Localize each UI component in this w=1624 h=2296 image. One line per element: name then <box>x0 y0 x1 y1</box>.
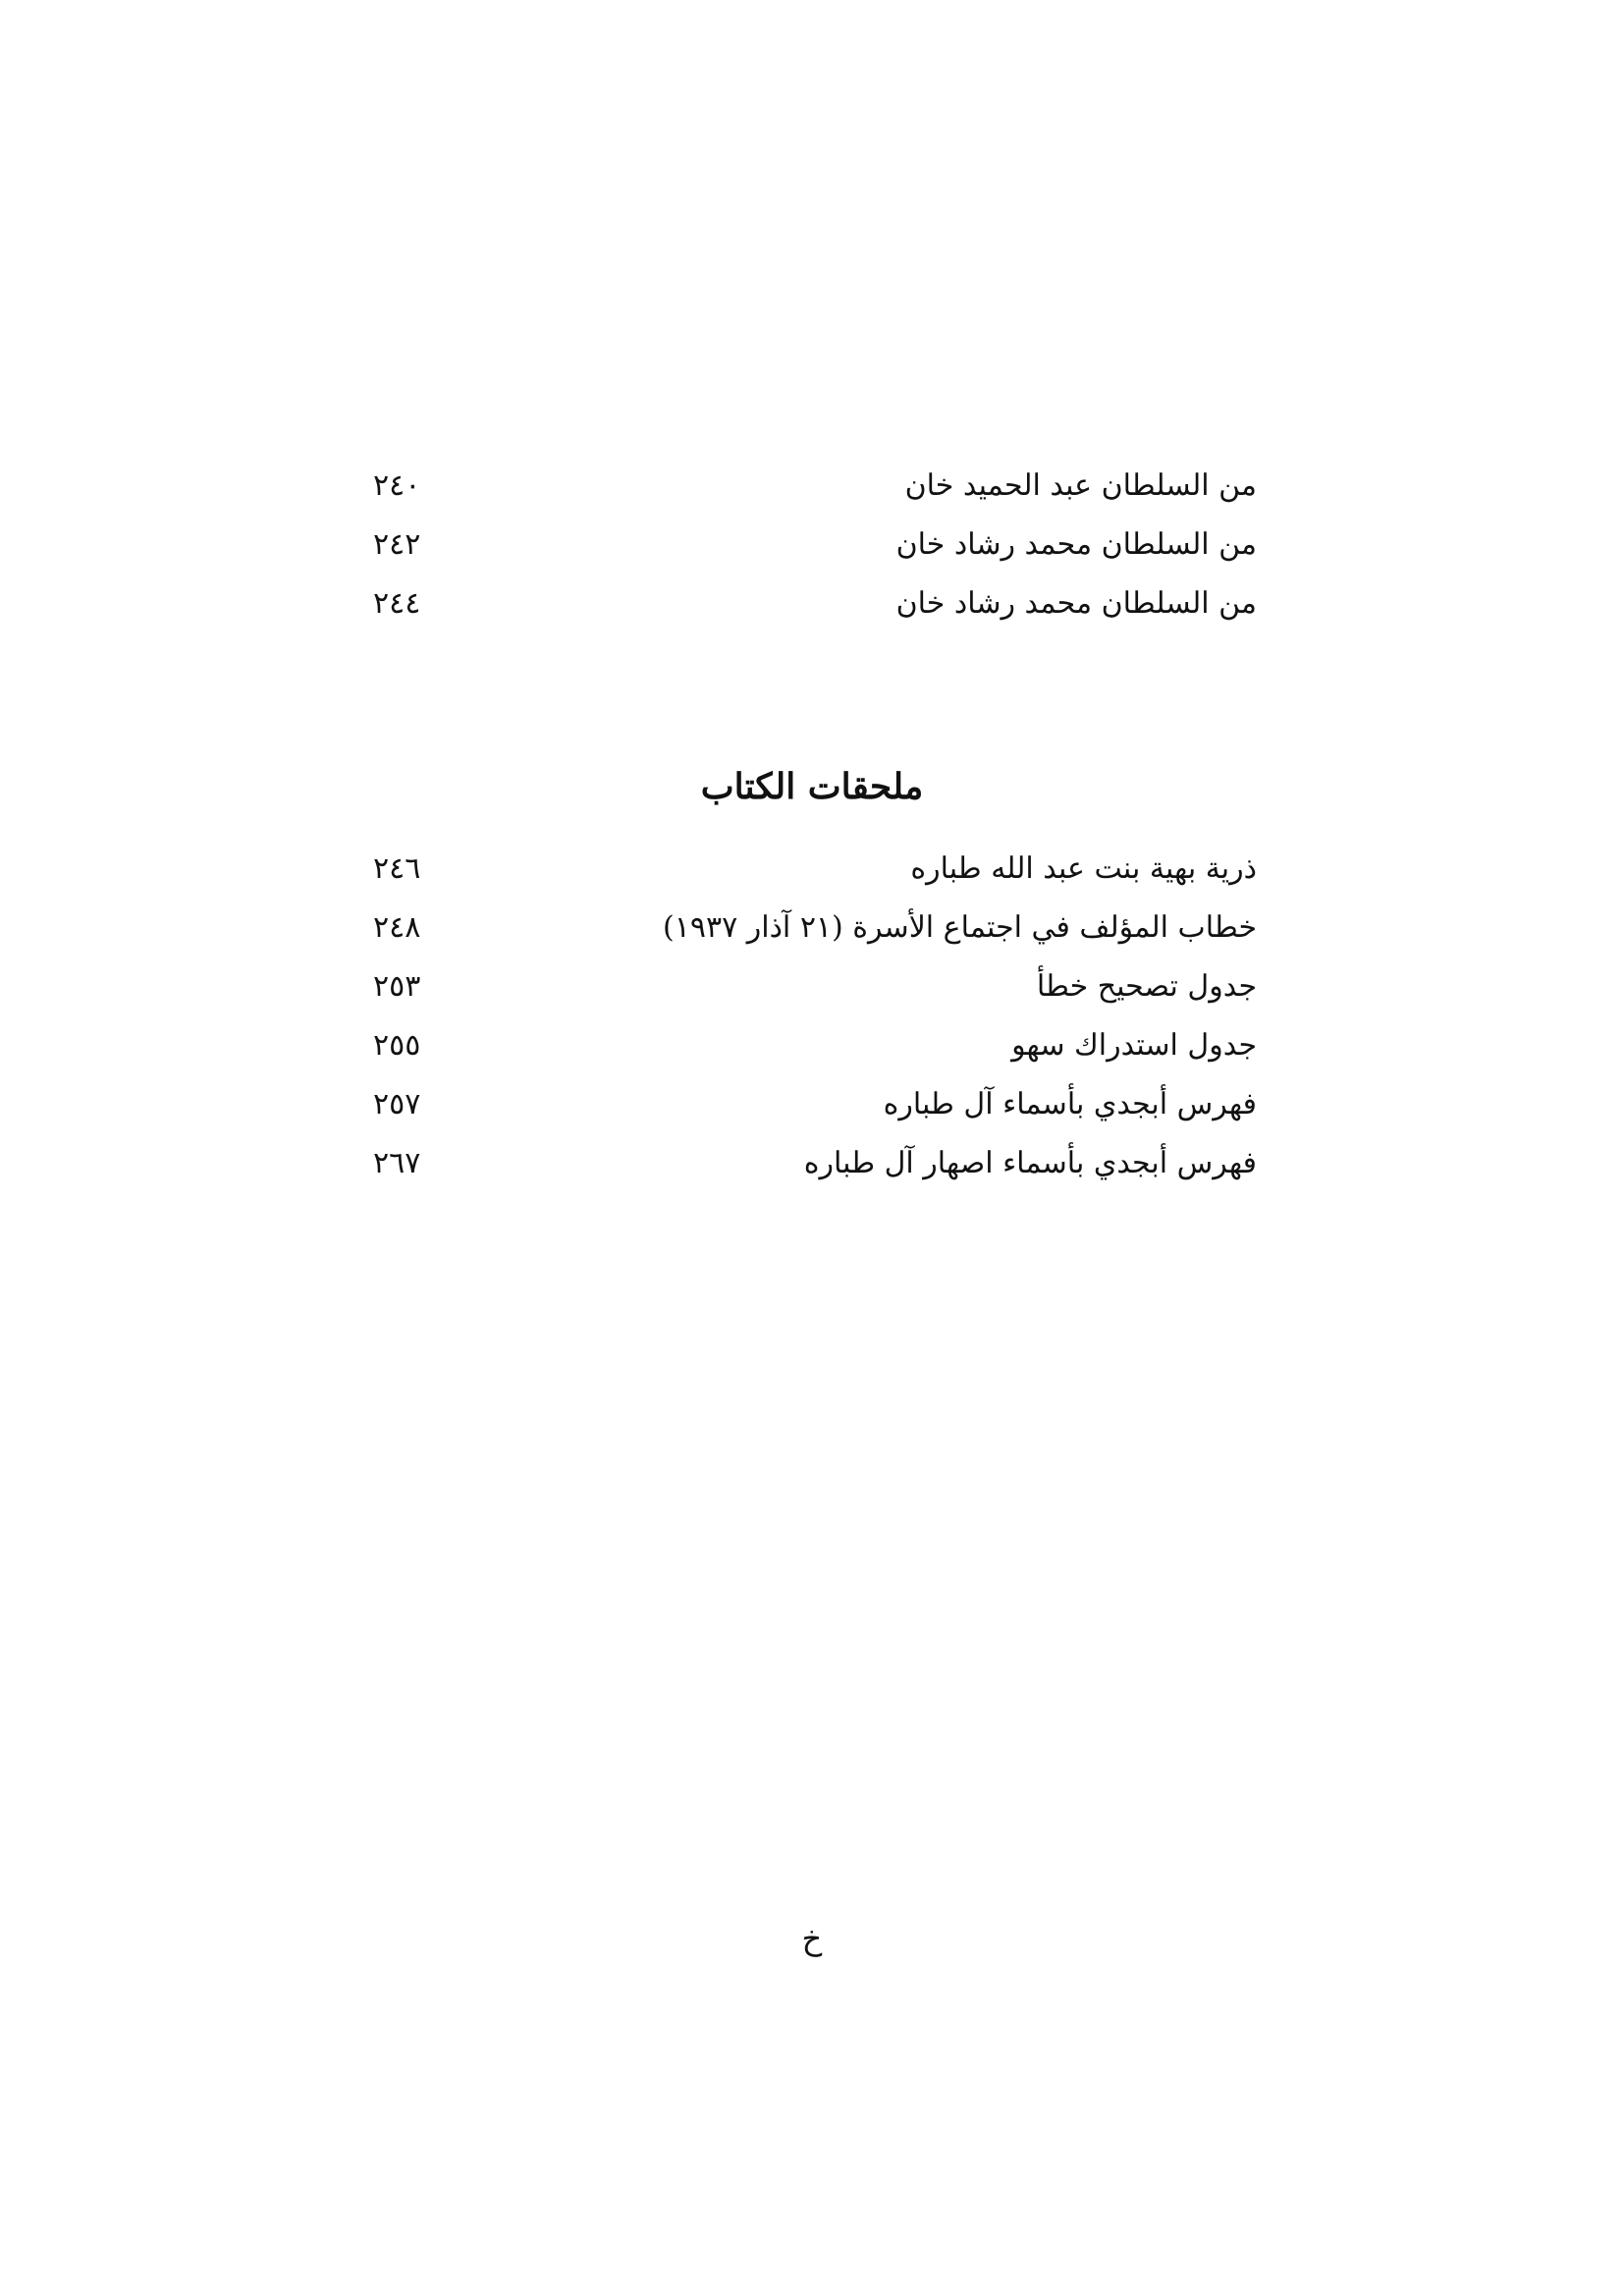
toc-entry-title: ذرية بهية بنت عبد الله طباره <box>910 851 1257 886</box>
toc-entry <box>373 899 1257 957</box>
toc-entry-page-number: ٢٤٠ <box>373 468 421 503</box>
toc-entry-page-number: ٢٤٤ <box>373 586 421 621</box>
toc-entry-page-number: ٢٥٥ <box>373 1028 421 1063</box>
page-folio: خ <box>801 1920 823 1957</box>
toc-entry <box>373 516 1257 574</box>
toc-entry-title: من السلطان محمد رشاد خان <box>895 586 1257 621</box>
section-heading: ملحقات الكتاب <box>700 766 924 807</box>
toc-entry-page-number: ٢٤٢ <box>373 527 421 562</box>
toc-entry-title: جدول تصحيح خطأ <box>1036 969 1257 1004</box>
toc-entry-page-number: ٢٥٧ <box>373 1087 421 1121</box>
toc-entry <box>373 957 1257 1016</box>
toc-entry <box>373 457 1257 516</box>
toc-entry <box>373 1075 1257 1134</box>
toc-entry-page-number: ٢٤٦ <box>373 851 421 886</box>
toc-entry <box>373 574 1257 633</box>
toc-entry-page-number: ٢٦٧ <box>373 1146 421 1180</box>
toc-entry-title: فهرس أبجدي بأسماء اصهار آل طباره <box>803 1146 1257 1180</box>
toc-entry-page-number: ٢٥٣ <box>373 969 421 1004</box>
toc-entry <box>373 840 1257 899</box>
toc-entry <box>373 1134 1257 1193</box>
toc-entry-page-number: ٢٤٨ <box>373 910 421 945</box>
toc-entry-title: خطاب المؤلف في اجتماع الأسرة (٢١ آذار ١٩٣٧) <box>663 910 1257 945</box>
toc-entry <box>373 1016 1257 1075</box>
toc-entry-title: فهرس أبجدي بأسماء آل طباره <box>883 1087 1257 1121</box>
toc-entry-title: من السلطان محمد رشاد خان <box>895 527 1257 562</box>
toc-entry-title: جدول استدراك سهو <box>1011 1028 1257 1063</box>
toc-entry-title: من السلطان عبد الحميد خان <box>904 468 1257 503</box>
